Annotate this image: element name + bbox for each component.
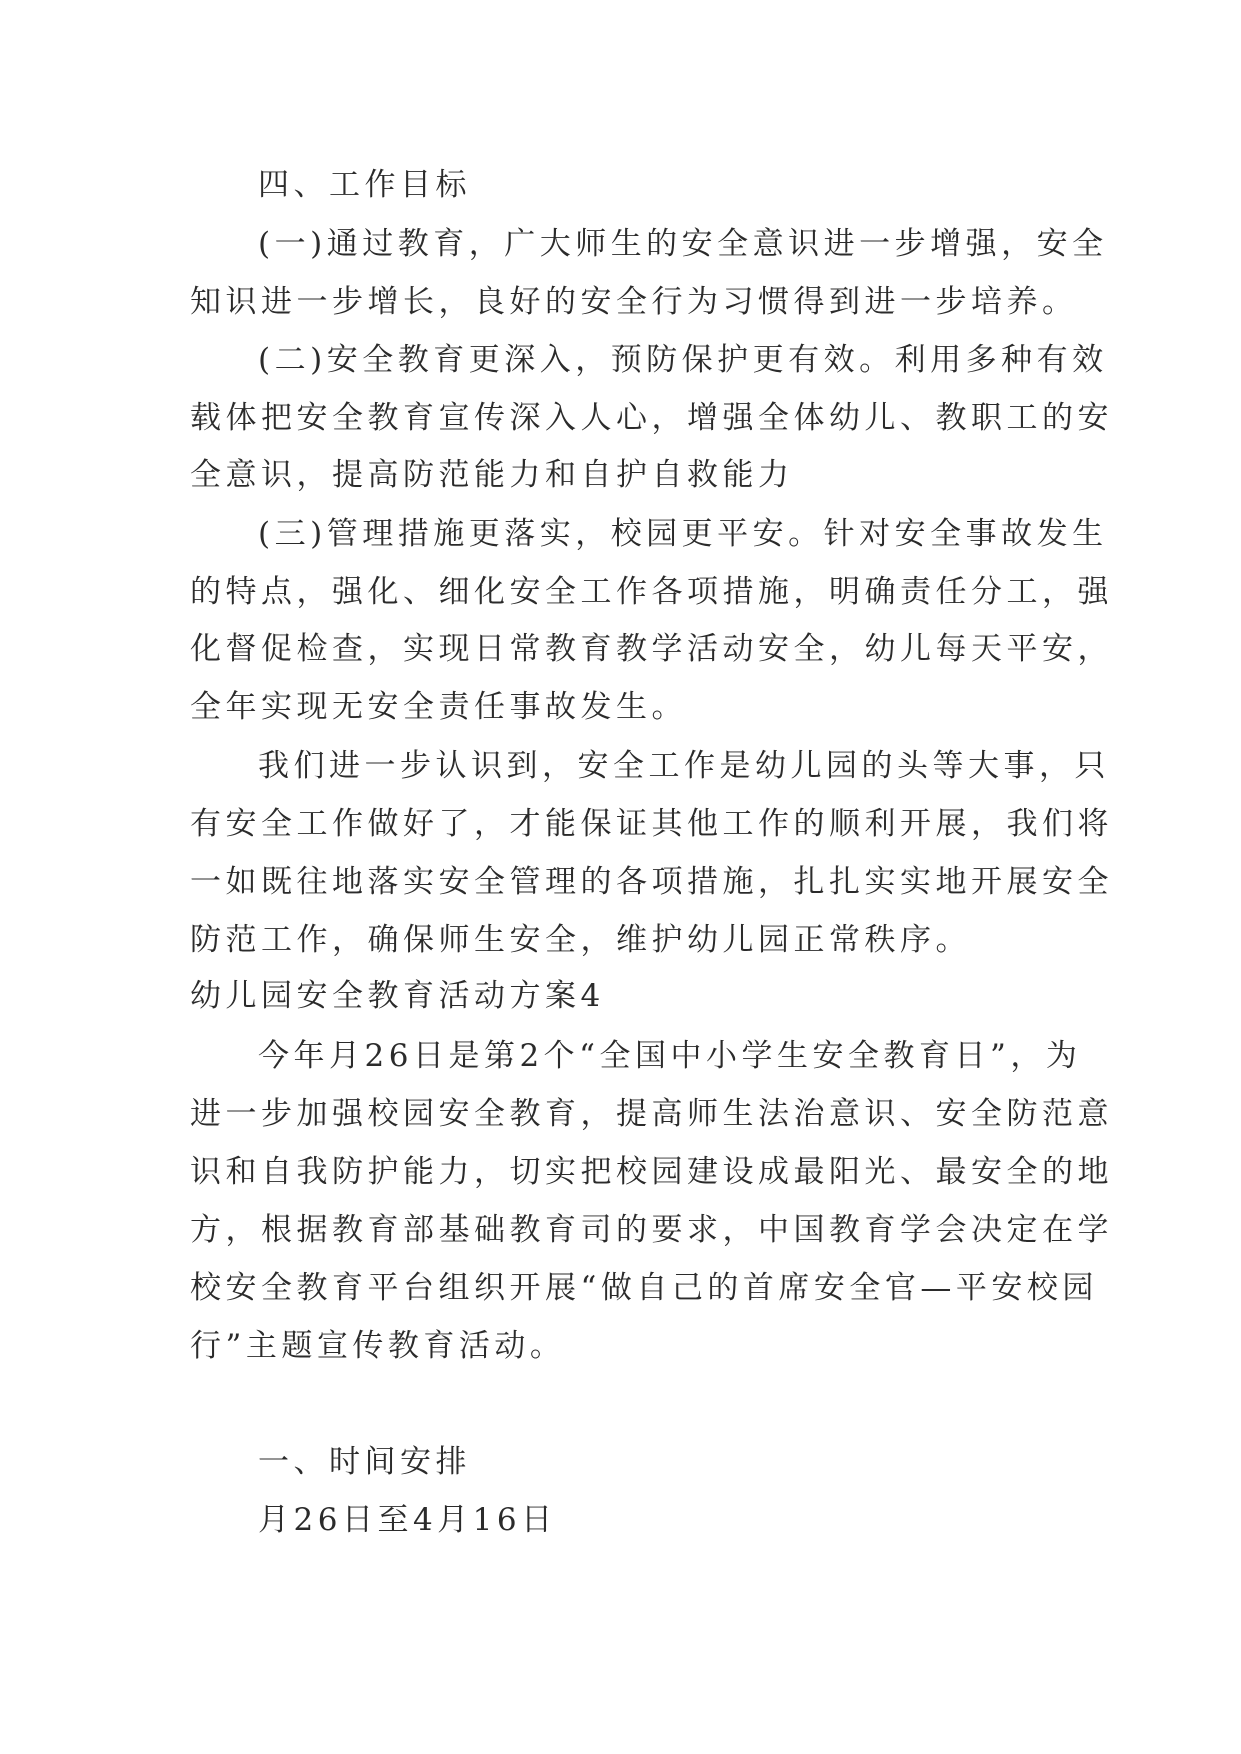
paragraph-line: 全年实现无安全责任事故发生。 xyxy=(190,689,687,725)
paragraph-line: 校安全教育平台组织开展“做自己的首席安全官—平安校园 xyxy=(190,1270,1098,1306)
paragraph-line: 方，根据教育部基础教育司的要求，中国教育学会决定在学 xyxy=(190,1212,1113,1248)
paragraph-line: 行”主题宣传教育活动。 xyxy=(190,1328,566,1364)
paragraph-line: 的特点，强化、细化安全工作各项措施，明确责任分工，强 xyxy=(190,574,1113,610)
paragraph-line: 今年月26日是第2个“全国中小学生安全教育日”，为 xyxy=(258,1038,1082,1074)
paragraph-line: 有安全工作做好了，才能保证其他工作的顺利开展，我们将 xyxy=(190,806,1113,842)
paragraph-line: 载体把安全教育宣传深入人心，增强全体幼儿、教职工的安 xyxy=(190,400,1113,436)
paragraph-line: (二)安全教育更深入，预防保护更有效。利用多种有效 xyxy=(258,342,1108,378)
section-heading-schedule: 一、时间安排 xyxy=(258,1444,471,1480)
paragraph-line: (一)通过教育，广大师生的安全意识进一步增强，安全 xyxy=(258,226,1108,262)
section-heading-goals: 四、工作目标 xyxy=(258,167,471,203)
paragraph-line: 化督促检查，实现日常教育教学活动安全，幼儿每天平安， xyxy=(190,631,1113,667)
schedule-dates: 月26日至4月16日 xyxy=(258,1502,557,1538)
document-title: 幼儿园安全教育活动方案4 xyxy=(190,978,605,1014)
paragraph-line: 我们进一步认识到，安全工作是幼儿园的头等大事，只 xyxy=(258,748,1110,784)
paragraph-line: (三)管理措施更落实，校园更平安。针对安全事故发生 xyxy=(258,516,1108,552)
paragraph-line: 防范工作，确保师生安全，维护幼儿园正常秩序。 xyxy=(190,922,971,958)
paragraph-line: 全意识，提高防范能力和自护自救能力 xyxy=(190,457,794,493)
paragraph-line: 进一步加强校园安全教育，提高师生法治意识、安全防范意 xyxy=(190,1096,1113,1132)
paragraph-line: 一如既往地落实安全管理的各项措施，扎扎实实地开展安全 xyxy=(190,864,1113,900)
paragraph-line: 知识进一步增长，良好的安全行为习惯得到进一步培养。 xyxy=(190,284,1078,320)
paragraph-line: 识和自我防护能力，切实把校园建设成最阳光、最安全的地 xyxy=(190,1154,1113,1190)
